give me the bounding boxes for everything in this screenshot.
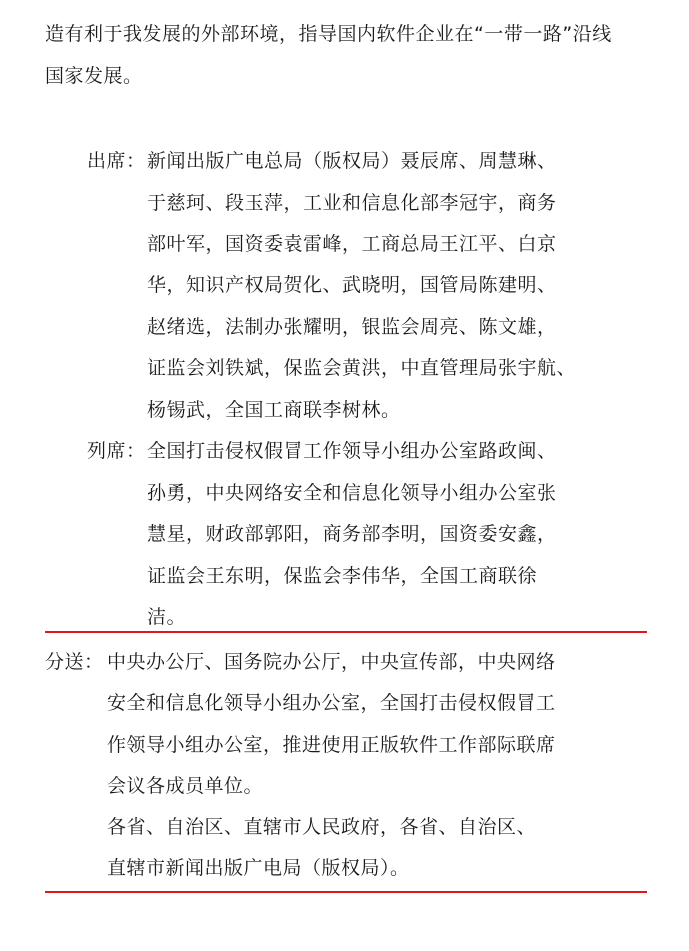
attend-line: 杨锡武，全国工商联李树林。 — [147, 399, 401, 421]
observe-label: 列席： — [87, 440, 146, 462]
attend-line: 新闻出版广电总局（版权局）聂辰席、周慧琳、 — [147, 150, 557, 172]
observe-line: 洁。 — [147, 606, 187, 628]
distribution-line: 直辖市新闻出版广电局（版权局）。 — [107, 857, 410, 879]
observe-line: 全国打击侵权假冒工作领导小组办公室路政闽、 — [147, 440, 557, 462]
distribution-line: 会议各成员单位。 — [107, 775, 264, 797]
attend-label: 出席： — [87, 150, 146, 172]
observe-line: 孙勇，中央网络安全和信息化领导小组办公室张 — [147, 482, 557, 504]
red-divider-top — [45, 631, 647, 633]
distribution-line: 安全和信息化领导小组办公室，全国打击侵权假冒工 — [107, 692, 556, 714]
distribution-line: 作领导小组办公室，推进使用正版软件工作部际联席 — [107, 734, 556, 756]
intro-line-2: 国家发展。 — [45, 65, 143, 87]
attend-line: 证监会刘铁斌，保监会黄洪，中直管理局张宇航、 — [147, 357, 577, 379]
observe-line: 慧星，财政部郭阳，商务部李明，国资委安鑫， — [147, 523, 557, 545]
attend-line: 于慈珂、段玉萍，工业和信息化部李冠宇，商务 — [147, 192, 557, 214]
distribution-label: 分送： — [45, 651, 104, 673]
attend-line: 部叶军，国资委袁雷峰，工商总局王江平、白京 — [147, 233, 557, 255]
attend-line: 赵绪选，法制办张耀明，银监会周亮、陈文雄， — [147, 316, 557, 338]
red-divider-bottom — [45, 891, 647, 893]
distribution-line: 中央办公厅、国务院办公厅，中央宣传部，中央网络 — [107, 651, 556, 673]
observe-line: 证监会王东明，保监会李伟华，全国工商联徐 — [147, 565, 538, 587]
attend-line: 华，知识产权局贺化、武晓明，国管局陈建明、 — [147, 274, 557, 296]
distribution-line: 各省、自治区、直辖市人民政府，各省、自治区、 — [107, 816, 537, 838]
intro-line-1: 造有利于我发展的外部环境，指导国内软件企业在“一带一路”沿线 — [45, 23, 612, 45]
